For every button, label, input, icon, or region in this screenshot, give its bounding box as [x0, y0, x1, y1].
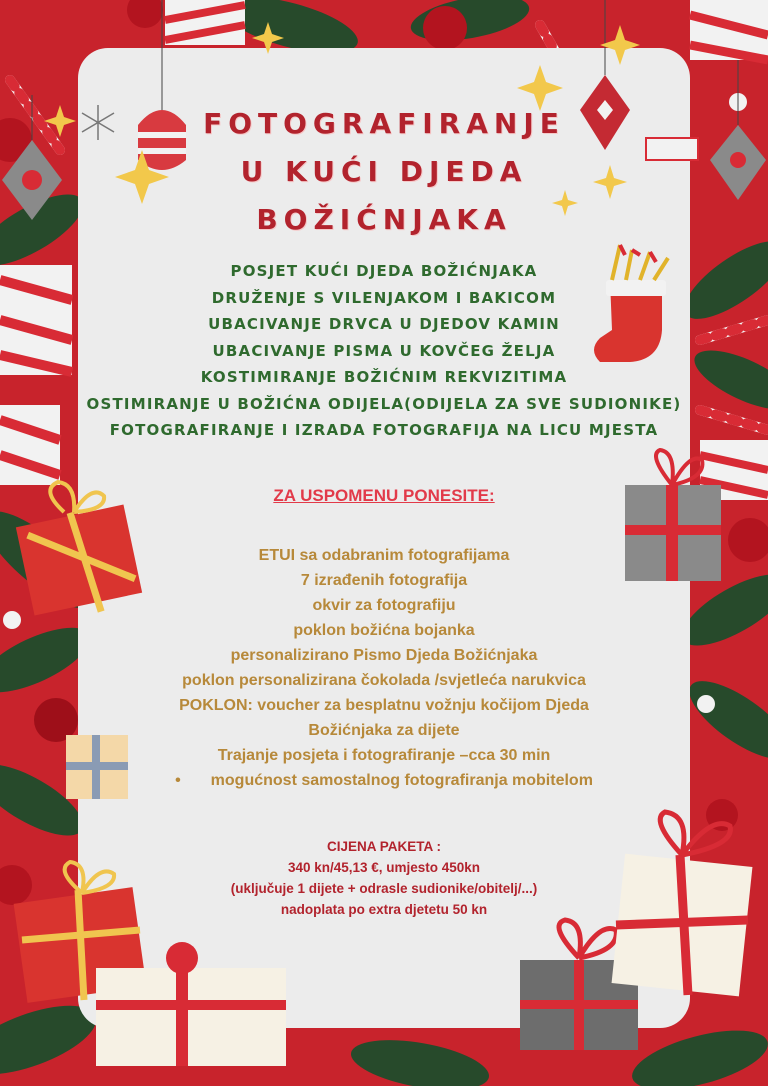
activity-item: KOSTIMIRANJE BOŽIĆNIM REKVIZITIMA [200, 368, 568, 386]
activity-item: DRUŽENJE S VILENJAKOM I BAKICOM [211, 288, 557, 307]
bullet-item-text: mogućnost samostalnog fotografiranja mobitelom [210, 772, 593, 789]
souvenir-item: Božićnjaka za dijete [308, 722, 460, 739]
price-section [0, 836, 768, 920]
souvenir-item: personalizirano Pismo Djeda Božićnjaka [230, 647, 538, 664]
activity-item: UBACIVANJE DRVCA U DJEDOV KAMIN [208, 315, 560, 333]
activity-item: POSJET KUĆI DJEDA BOŽIĆNJAKA [230, 262, 538, 280]
title-line: U KUĆI DJEDA [240, 155, 528, 188]
page-title [0, 100, 768, 244]
price-extra: nadoplata po extra djetetu 50 kn [280, 902, 488, 917]
activity-item: UBACIVANJE PISMA U KOVČEG ŽELJA [212, 341, 556, 360]
souvenir-item: 7 izrađenih fotografija [300, 572, 468, 589]
souvenir-item: poklon božićna bojanka [293, 622, 475, 639]
souvenir-item: POKLON: voucher za besplatnu vožnju kočijom Djeda [179, 697, 589, 714]
activities-list [0, 258, 768, 444]
price-includes: (uključuje 1 dijete + odrasle sudionike/obitelj/...) [230, 881, 538, 896]
activity-item: OSTIMIRANJE U BOŽIĆNA ODIJELA(ODIJELA ZA SVE SUDIONIKE) [86, 394, 682, 413]
title-line: FOTOGRAFIRANJE [203, 107, 565, 140]
price-amount: 340 kn/45,13 €, umjesto 450kn [287, 860, 481, 875]
bullet-point: • [175, 772, 181, 789]
souvenir-item: Trajanje posjeta i fotografiranje –cca 30 min [217, 747, 551, 764]
souvenir-item: ETUI sa odabranim fotografijama [258, 547, 510, 564]
souvenir-heading: ZA USPOMENU PONESITE: [273, 486, 495, 505]
souvenir-bullet-item [0, 768, 768, 793]
title-line: BOŽIĆNJAKA [256, 203, 512, 236]
souvenir-item: poklon personalizirana čokolada /svjetleća narukvica [182, 672, 586, 689]
activity-item: FOTOGRAFIRANJE I IZRADA FOTOGRAFIJA NA LICU MJESTA [109, 421, 659, 439]
price-label: CIJENA PAKETA : [326, 839, 441, 854]
souvenirs-list [0, 543, 768, 793]
souvenir-item: okvir za fotografiju [312, 597, 456, 614]
